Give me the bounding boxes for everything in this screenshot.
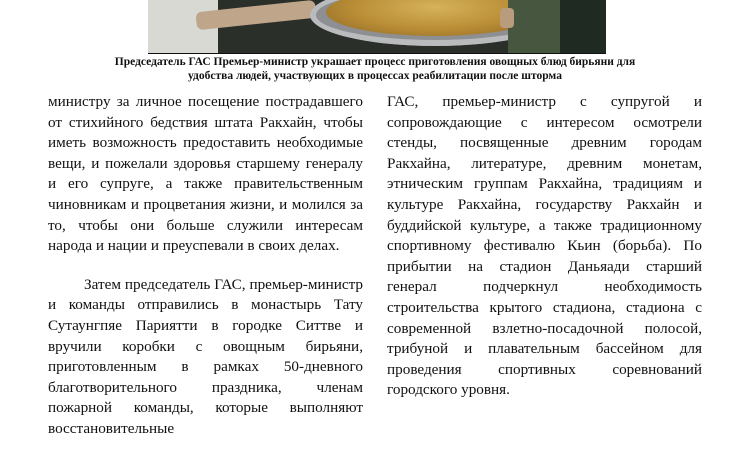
news-photo xyxy=(148,0,606,54)
caption-line-2: удобства людей, участвующих в процессах реабилитации после шторма xyxy=(188,70,562,82)
photo-person-right xyxy=(560,0,606,53)
article-left-column xyxy=(48,92,363,440)
photo-caption xyxy=(60,55,690,83)
article-right-column xyxy=(387,92,702,401)
right-paragraph-1: ГАС, премьер-министр с супругой и сопровождающие с интересом осмотрели стенды, посвященные древним городам Ракхайна, литературе, древним монетам, этническим группам Ракхайна, традициям и культуре Ракхайна, государству Ракхайн и буддийской культуре, а также традиционному спортивному фестивалю Кьин (борьба). По прибытии на стадион Даньяади старший генерал подчеркнул необходимость строительства крытого стадиона, стадиона с современной взлетно-посадочной полосой, трибуной и плавательным бассейном для проведения спортивных соревнований городского уровня. xyxy=(387,93,702,399)
caption-line-1: Председатель ГАС Премьер-министр украшает процесс приготовления овощных блюд бирьяни для xyxy=(114,56,636,68)
photo-hand xyxy=(500,8,514,28)
left-paragraph-2: Затем председатель ГАС, премьер-министр и команды отправились в монастырь Тату Сутаунгпяе Париятти в городке Ситтве и вручили коробки с овощным бирьяни, приготовленным в рамках 50-дневного благотворительного праздника, членам пожарной команды, которые выполняют восстановительные xyxy=(48,275,363,437)
left-paragraph-1: министру за личное посещение пострадавшего от стихийного бедствия штата Ракхайн, чтобы иметь возможность предоставить необходимые вещи, и пожелали здоровья старшему генералу и его супруге, а также правительственным чиновникам и процветания жизни, и молился за то, чтобы они больше служили интересам народа и нации и преуспевали в своих делах. xyxy=(48,93,363,255)
photo-person-uniform xyxy=(508,0,566,53)
